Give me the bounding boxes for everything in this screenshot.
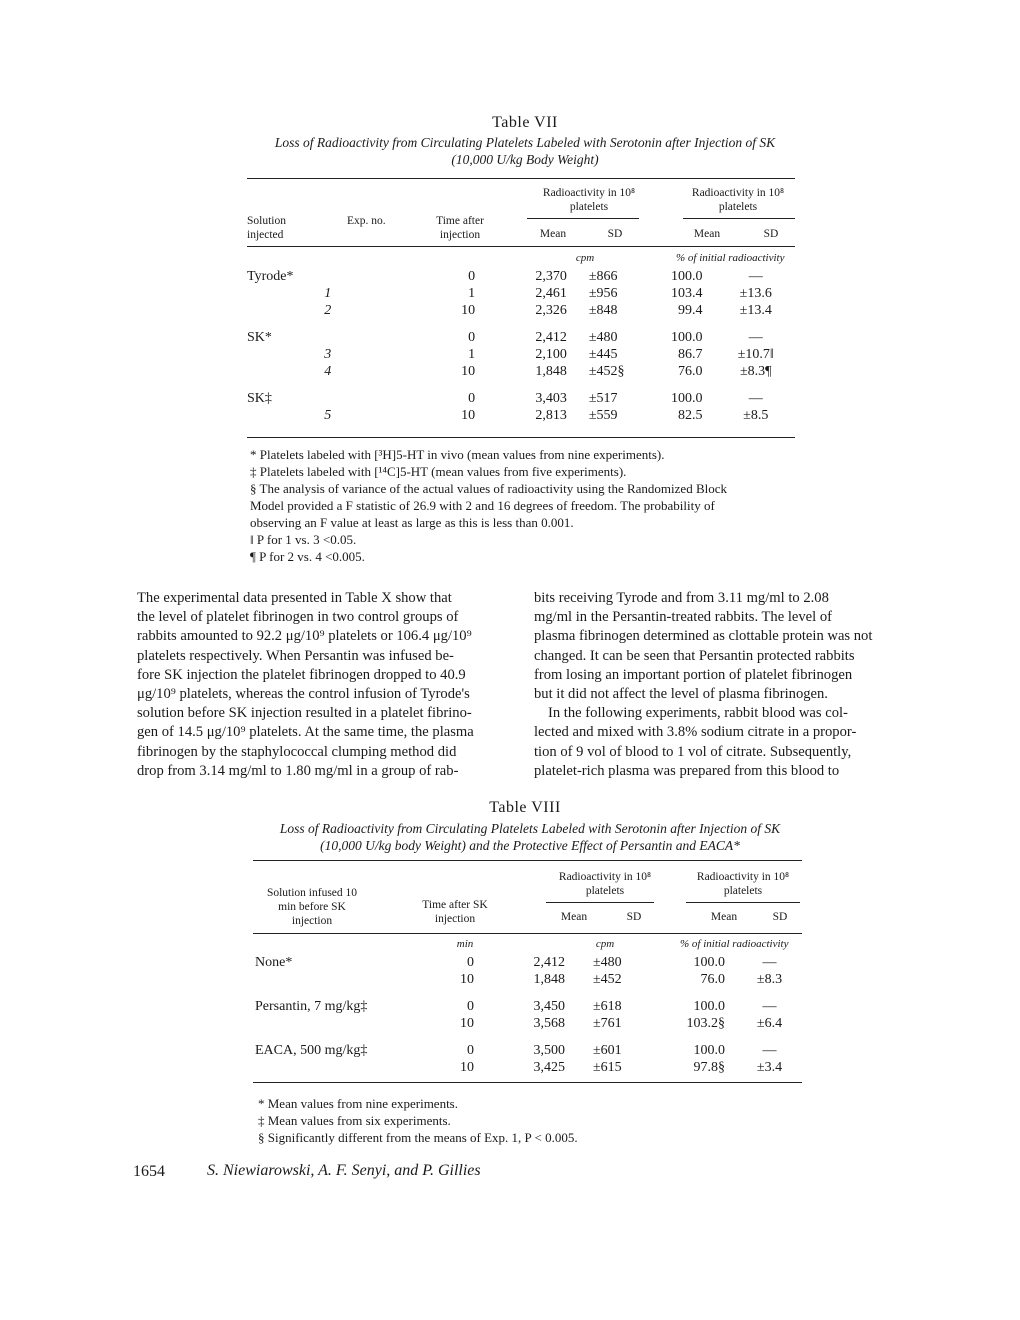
table8-solution-header: Solution infused 10 min before SK injection xyxy=(266,887,358,927)
sd-cell: ±452§ xyxy=(588,363,625,379)
text-line: platelet-rich plasma was prepared from this blood to xyxy=(534,762,840,779)
footnote: * Platelets labeled with [³H]5-HT in vivo (mean values from nine experiments). xyxy=(250,447,665,462)
text-line: solution before SK injection resulted in a platelet fibrino- xyxy=(137,705,472,722)
pct-sd-cell: — xyxy=(762,1042,777,1058)
table7-pct-mean-header: Mean xyxy=(693,228,721,240)
table-row xyxy=(247,363,795,380)
exp-cell: 5 xyxy=(324,407,332,423)
table8-unit-pct: % of initial radioactivity xyxy=(680,938,789,950)
mean-cell: 2,813 xyxy=(535,407,567,423)
text-line: bits receiving Tyrode and from 3.11 mg/ml to 2.08 xyxy=(534,590,829,606)
mean-cell: 3,450 xyxy=(533,998,565,1014)
text-line: fibrinogen by the staphylococcal clumping method did xyxy=(137,743,457,760)
footnote: § Significantly different from the means of Exp. 1, P < 0.005. xyxy=(258,1130,578,1145)
body-left-column xyxy=(137,589,515,781)
solution-cell: Tyrode* xyxy=(247,268,294,284)
exp-cell: 3 xyxy=(324,346,332,362)
table-row xyxy=(255,1015,802,1032)
sd-cell: ±445 xyxy=(588,346,618,362)
time-cell: 0 xyxy=(468,268,476,284)
solution-cell xyxy=(247,363,324,380)
table8-top-rule xyxy=(253,860,802,861)
time-cell: 1 xyxy=(468,346,476,362)
time-cell: 10 xyxy=(461,302,476,318)
pct-sd-cell: ±8.3 xyxy=(756,971,783,987)
time-cell: 1 xyxy=(468,285,476,301)
pct-sd-cell: ±10.7‖ xyxy=(737,346,774,362)
sd-cell: ±761 xyxy=(593,1015,622,1031)
pct-cell: 99.4 xyxy=(678,302,703,318)
mean-cell: 1,848 xyxy=(535,363,567,379)
time-cell: 0 xyxy=(467,954,474,970)
pct-cell: 100.0 xyxy=(671,268,703,284)
footnote: § The analysis of variance of the actual values of radioactivity using the Randomized Block xyxy=(250,481,728,496)
text-line: gen of 14.5 μg/10⁹ platelets. At the same time, the plasma xyxy=(137,724,474,741)
solution-cell xyxy=(255,1059,420,1076)
table7-body xyxy=(247,268,795,424)
mean-cell: 2,412 xyxy=(535,329,567,345)
table8-footnotes xyxy=(258,1095,758,1146)
solution-cell: SK* xyxy=(247,329,272,345)
solution-cell xyxy=(247,285,324,302)
time-cell: 0 xyxy=(468,390,476,406)
table7-footnotes xyxy=(250,446,810,565)
pct-cell: 100.0 xyxy=(693,1042,725,1058)
sd-cell: ±480 xyxy=(588,329,618,345)
text-line: fore SK injection the platelet fibrinogen dropped to 40.9 xyxy=(137,666,466,683)
table8-sd-header: SD xyxy=(626,911,642,923)
solution-cell: EACA, 500 mg/kg‡ xyxy=(255,1042,368,1058)
table-row xyxy=(255,998,802,1015)
table7-group1-rule xyxy=(527,218,639,219)
table7-mean-header: Mean xyxy=(539,228,567,240)
table-row xyxy=(255,971,802,988)
pct-cell: 82.5 xyxy=(678,407,703,423)
table-row xyxy=(255,1042,802,1059)
time-cell: 10 xyxy=(461,363,476,379)
solution-cell xyxy=(247,302,324,319)
text-line: platelets respectively. When Persantin was infused be- xyxy=(137,647,454,664)
body-right-column xyxy=(534,589,914,781)
text-line: lected and mixed with 3.8% sodium citrate in a propor- xyxy=(534,724,857,741)
mean-cell: 1,848 xyxy=(533,971,565,987)
text-line: rabbits amounted to 92.2 μg/10⁹ platelets or 106.4 μg/10⁹ xyxy=(137,628,472,645)
table7-subtitle-2: (10,000 U/kg Body Weight) xyxy=(451,152,599,167)
mean-cell: 2,461 xyxy=(535,285,567,301)
pct-sd-cell: ±8.5 xyxy=(743,407,769,423)
pct-cell: 100.0 xyxy=(693,998,725,1014)
pct-cell: 97.8§ xyxy=(693,1059,725,1075)
pct-sd-cell: ±13.6 xyxy=(739,285,772,301)
text-line: the level of platelet fibrinogen in two control groups of xyxy=(137,609,459,626)
page-number: 1654 xyxy=(133,1163,165,1180)
sd-cell: ±452 xyxy=(593,971,622,987)
table8-group2-header: Radioactivity in 10⁸ platelets xyxy=(696,871,790,897)
pct-cell: 100.0 xyxy=(671,390,703,406)
table7-group1-header: Radioactivity in 10⁸ platelets xyxy=(542,187,636,213)
pct-cell: 100.0 xyxy=(671,329,703,345)
exp-cell: 2 xyxy=(324,302,332,318)
sd-cell: ±601 xyxy=(593,1042,622,1058)
table7-group2-header: Radioactivity in 10⁸ platelets xyxy=(691,187,785,213)
solution-cell: SK‡ xyxy=(247,390,272,406)
table8-group1-rule xyxy=(546,902,654,903)
pct-sd-cell: — xyxy=(748,268,763,284)
solution-cell xyxy=(255,1015,420,1032)
table8-title: Table VIII xyxy=(489,799,561,816)
footnote: ‡ Platelets labeled with [¹⁴C]5-HT (mean values from five experiments). xyxy=(250,464,627,479)
mean-cell: 3,425 xyxy=(533,1059,565,1075)
pct-sd-cell: ±3.4 xyxy=(756,1059,783,1075)
pct-sd-cell: — xyxy=(748,329,763,345)
sd-cell: ±866 xyxy=(588,268,618,284)
pct-sd-cell: — xyxy=(762,954,777,970)
exp-cell: 1 xyxy=(324,285,332,301)
table7-sd-header: SD xyxy=(607,228,623,240)
text-line: plasma fibrinogen determined as clottable protein was not xyxy=(534,628,873,645)
time-cell: 0 xyxy=(468,329,476,345)
table7-subtitle-1: Loss of Radioactivity from Circulating Platelets Labeled with Serotonin after Injection of SK xyxy=(274,135,776,150)
mean-cell: 3,403 xyxy=(535,390,567,406)
table-row xyxy=(247,285,795,302)
mean-cell: 2,412 xyxy=(533,954,565,970)
table7-unit-pct: % of initial radioactivity xyxy=(676,252,785,264)
sd-cell: ±956 xyxy=(588,285,618,301)
table8-group2-rule xyxy=(686,902,800,903)
running-authors: S. Niewiarowski, A. F. Senyi, and P. Gillies xyxy=(207,1162,481,1179)
solution-cell: None* xyxy=(255,954,293,970)
table8-bottom-rule xyxy=(253,1082,802,1083)
table-row xyxy=(247,407,795,424)
text-line: The experimental data presented in Table X show that xyxy=(137,590,452,606)
text-line: tion of 9 vol of blood to 1 vol of citrate. Subsequently, xyxy=(534,743,852,760)
text-line: In the following experiments, rabbit blood was col- xyxy=(548,705,848,722)
sd-cell: ±618 xyxy=(593,998,622,1014)
time-cell: 0 xyxy=(467,998,474,1014)
exp-cell xyxy=(324,390,434,407)
table7-group2-rule xyxy=(683,218,795,219)
footnote: Model provided a F statistic of 26.9 with 2 and 16 degrees of freedom. The probability of xyxy=(250,498,715,513)
pct-sd-cell: ±8.3¶ xyxy=(739,363,772,379)
table7-exp-header: Exp. no. xyxy=(347,215,386,227)
table7-pct-sd-header: SD xyxy=(763,228,779,240)
time-cell: 10 xyxy=(460,971,474,987)
table8-unit-min: min xyxy=(456,938,474,950)
text-line: changed. It can be seen that Persantin protected rabbits xyxy=(534,647,855,664)
mean-cell: 2,326 xyxy=(535,302,567,318)
time-cell: 10 xyxy=(460,1015,474,1031)
solution-cell xyxy=(247,346,324,363)
table8-time-header: Time after SK injection xyxy=(422,899,488,925)
table8-header-rule xyxy=(253,933,802,934)
table7-time-header: Time after injection xyxy=(436,215,484,241)
pct-cell: 103.2§ xyxy=(686,1015,725,1031)
pct-cell: 103.4 xyxy=(671,285,703,301)
sd-cell: ±559 xyxy=(588,407,618,423)
table7-unit-cpm: cpm xyxy=(575,252,595,264)
table7-bottom-rule xyxy=(247,437,795,438)
text-line: μg/10⁹ platelets, whereas the control infusion of Tyrode's xyxy=(137,686,470,703)
pct-sd-cell: ±13.4 xyxy=(739,302,772,318)
table8-subtitle-1: Loss of Radioactivity from Circulating Platelets Labeled with Serotonin after Injection of SK xyxy=(279,821,781,836)
table7-top-rule xyxy=(247,178,795,179)
text-line: mg/ml in the Persantin-treated rabbits. The level of xyxy=(534,609,833,626)
time-cell: 0 xyxy=(467,1042,474,1058)
pct-cell: 100.0 xyxy=(693,954,725,970)
table8-pct-sd-header: SD xyxy=(772,911,788,923)
table8-mean-header: Mean xyxy=(560,911,588,923)
exp-cell xyxy=(324,329,434,346)
table-row xyxy=(247,329,795,346)
table-row xyxy=(247,302,795,319)
table7-solution-header: Solution injected xyxy=(247,215,286,241)
time-cell: 10 xyxy=(460,1059,474,1075)
mean-cell: 2,370 xyxy=(535,268,567,284)
mean-cell: 3,568 xyxy=(533,1015,565,1031)
footnote: ¶ P for 2 vs. 4 <0.005. xyxy=(250,549,365,564)
pct-cell: 86.7 xyxy=(678,346,703,362)
exp-cell xyxy=(324,268,434,285)
footnote: ‡ Mean values from six experiments. xyxy=(258,1113,451,1128)
pct-sd-cell: — xyxy=(748,390,763,406)
mean-cell: 2,100 xyxy=(535,346,567,362)
table-row xyxy=(255,1059,802,1076)
solution-cell xyxy=(255,971,420,988)
sd-cell: ±480 xyxy=(593,954,622,970)
exp-cell: 4 xyxy=(324,363,332,379)
table7-header-rule xyxy=(247,246,795,247)
table-row xyxy=(247,346,795,363)
pct-sd-cell: ±6.4 xyxy=(756,1015,783,1031)
table-row xyxy=(247,268,795,285)
sd-cell: ±848 xyxy=(588,302,618,318)
table8-body xyxy=(255,954,802,1076)
footnote: ‖ P for 1 vs. 3 <0.05. xyxy=(250,532,357,547)
table8-group1-header: Radioactivity in 10⁸ platelets xyxy=(558,871,652,897)
sd-cell: ±615 xyxy=(593,1059,622,1075)
table8-pct-mean-header: Mean xyxy=(710,911,738,923)
pct-cell: 76.0 xyxy=(678,363,703,379)
pct-cell: 76.0 xyxy=(700,971,725,987)
sd-cell: ±517 xyxy=(588,390,618,406)
solution-cell xyxy=(247,407,324,424)
mean-cell: 3,500 xyxy=(533,1042,565,1058)
text-line: but it did not affect the level of plasma fibrinogen. xyxy=(534,686,828,703)
solution-cell: Persantin, 7 mg/kg‡ xyxy=(255,998,368,1014)
time-cell: 10 xyxy=(461,407,476,423)
footnote: observing an F value at least as large as this is less than 0.001. xyxy=(250,515,574,530)
table-row xyxy=(247,390,795,407)
footnote: * Mean values from nine experiments. xyxy=(258,1096,458,1111)
text-line: drop from 3.14 mg/ml to 1.80 mg/ml in a group of rab- xyxy=(137,762,459,779)
table8-unit-cpm: cpm xyxy=(595,938,615,950)
table8-subtitle-2: (10,000 U/kg body Weight) and the Protective Effect of Persantin and EACA* xyxy=(320,838,740,853)
table7-title: Table VII xyxy=(492,114,558,131)
table-row xyxy=(255,954,802,971)
pct-sd-cell: — xyxy=(762,998,777,1014)
text-line: from losing an important portion of platelet fibrinogen xyxy=(534,666,853,683)
